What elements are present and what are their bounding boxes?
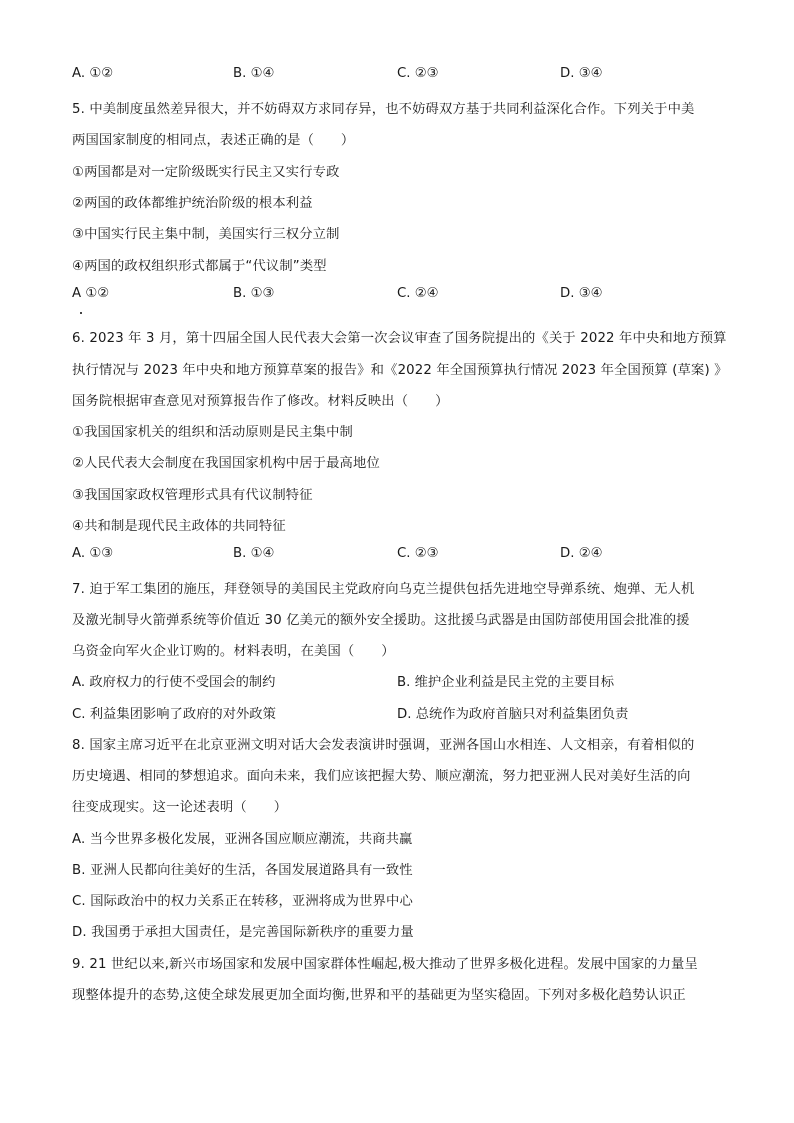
- q7-options-row-1: [72, 671, 732, 689]
- q6-item-4: ④共和制是现代民主政体的共同特征: [72, 519, 286, 534]
- q6-option-d[interactable]: D. ②④: [560, 546, 603, 561]
- q8-option-c[interactable]: C. 国际政治中的权力关系正在转移，亚洲将成为世界中心: [72, 894, 413, 909]
- q6-option-c[interactable]: C. ②③: [397, 546, 439, 561]
- q7-stem-line-3: 乌资金向军火企业订购的。材料表明，在美国（ ）: [72, 644, 395, 659]
- q5-stem-line-1: 5. 中美制度虽然差异很大，并不妨碍双方求同存异，也不妨碍双方基于共同利益深化合作。下列关于中美: [72, 102, 695, 117]
- q6-stem-line-1: 6. 2023 年 3 月，第十四届全国人民代表大会第一次会议审查了国务院提出的《关于 2022 年中央和地方预算: [72, 331, 727, 346]
- q5-option-b[interactable]: B. ①③: [233, 286, 275, 301]
- q5-item-4: ④两国的政权组织形式都属于“代议制”类型: [72, 259, 327, 274]
- q9-stem-line-2: 现整体提升的态势,这使全球发展更加全面均衡,世界和平的基础更为坚实稳固。下列对多极化趋势认识正: [72, 988, 686, 1003]
- q7-option-a[interactable]: A. 政府权力的行使不受国会的制约: [72, 675, 276, 690]
- q4-option-c[interactable]: C. ②③: [397, 66, 439, 81]
- q8-option-d[interactable]: D. 我国勇于承担大国责任，是完善国际新秩序的重要力量: [72, 925, 414, 940]
- q5-item-1: ①两国都是对一定阶级既实行民主又实行专政: [72, 165, 340, 180]
- q6-stem-line-3: 国务院根据审查意见对预算报告作了修改。材料反映出（ ）: [72, 394, 449, 409]
- q7-stem-line-2: 及激光制导火箭弹系统等价值近 30 亿美元的额外安全援助。这批援乌武器是由国防部使用国会批准的援: [72, 613, 690, 628]
- q4-option-a[interactable]: A. ①②: [72, 66, 114, 81]
- q6-options: [72, 546, 732, 564]
- q6-item-1: ①我国国家机关的组织和活动原则是民主集中制: [72, 425, 354, 440]
- q4-option-d[interactable]: D. ③④: [560, 66, 603, 81]
- q8-option-b[interactable]: B. 亚洲人民都向往美好的生活，各国发展道路具有一致性: [72, 863, 413, 878]
- q5-item-2: ②两国的政体都维护统治阶级的根本利益: [72, 196, 313, 211]
- q5-option-c[interactable]: C. ②④: [397, 286, 439, 301]
- q6-item-3: ③我国国家政权管理形式具有代议制特征: [72, 488, 313, 503]
- q8-stem-line-1: 8. 国家主席习近平在北京亚洲文明对话大会发表演讲时强调，亚洲各国山水相连、人文相亲，有着相似的: [72, 738, 695, 753]
- q5-option-a[interactable]: A ①②: [72, 286, 110, 301]
- q4-options: [72, 66, 732, 84]
- stray-mark: [80, 312, 82, 314]
- q7-stem-line-1: 7. 迫于军工集团的施压，拜登领导的美国民主党政府向乌克兰提供包括先进地空导弹系统、炮弹、无人机: [72, 582, 695, 597]
- q5-option-d[interactable]: D. ③④: [560, 286, 603, 301]
- q7-option-b[interactable]: B. 维护企业利益是民主党的主要目标: [397, 675, 615, 690]
- q8-option-a[interactable]: A. 当今世界多极化发展，亚洲各国应顺应潮流，共商共赢: [72, 832, 413, 847]
- q5-stem-line-2: 两国国家制度的相同点，表述正确的是（ ）: [72, 133, 355, 148]
- q6-option-b[interactable]: B. ①④: [233, 546, 275, 561]
- q7-option-d[interactable]: D. 总统作为政府首脑只对利益集团负责: [397, 707, 629, 722]
- q9-stem-line-1: 9. 21 世纪以来,新兴市场国家和发展中国家群体性崛起,极大推动了世界多极化进程。发展中国家的力量呈: [72, 957, 698, 972]
- q6-stem-line-2: 执行情况与 2023 年中央和地方预算草案的报告》和《2022 年全国预算执行情况 2023 年全国预算 (草案) 》: [72, 363, 728, 378]
- q8-stem-line-2: 历史境遇、相同的梦想追求。面向未来，我们应该把握大势、顺应潮流，努力把亚洲人民对美好生活的向: [72, 769, 691, 784]
- q5-options: [72, 286, 732, 304]
- q6-item-2: ②人民代表大会制度在我国国家机构中居于最高地位: [72, 456, 380, 471]
- q6-option-a[interactable]: A. ①③: [72, 546, 114, 561]
- q7-options-row-2: [72, 703, 732, 721]
- q8-stem-line-3: 往变成现实。这一论述表明（ ）: [72, 800, 288, 815]
- q4-option-b[interactable]: B. ①④: [233, 66, 275, 81]
- q7-option-c[interactable]: C. 利益集团影响了政府的对外政策: [72, 707, 276, 722]
- q5-item-3: ③中国实行民主集中制，美国实行三权分立制: [72, 227, 340, 242]
